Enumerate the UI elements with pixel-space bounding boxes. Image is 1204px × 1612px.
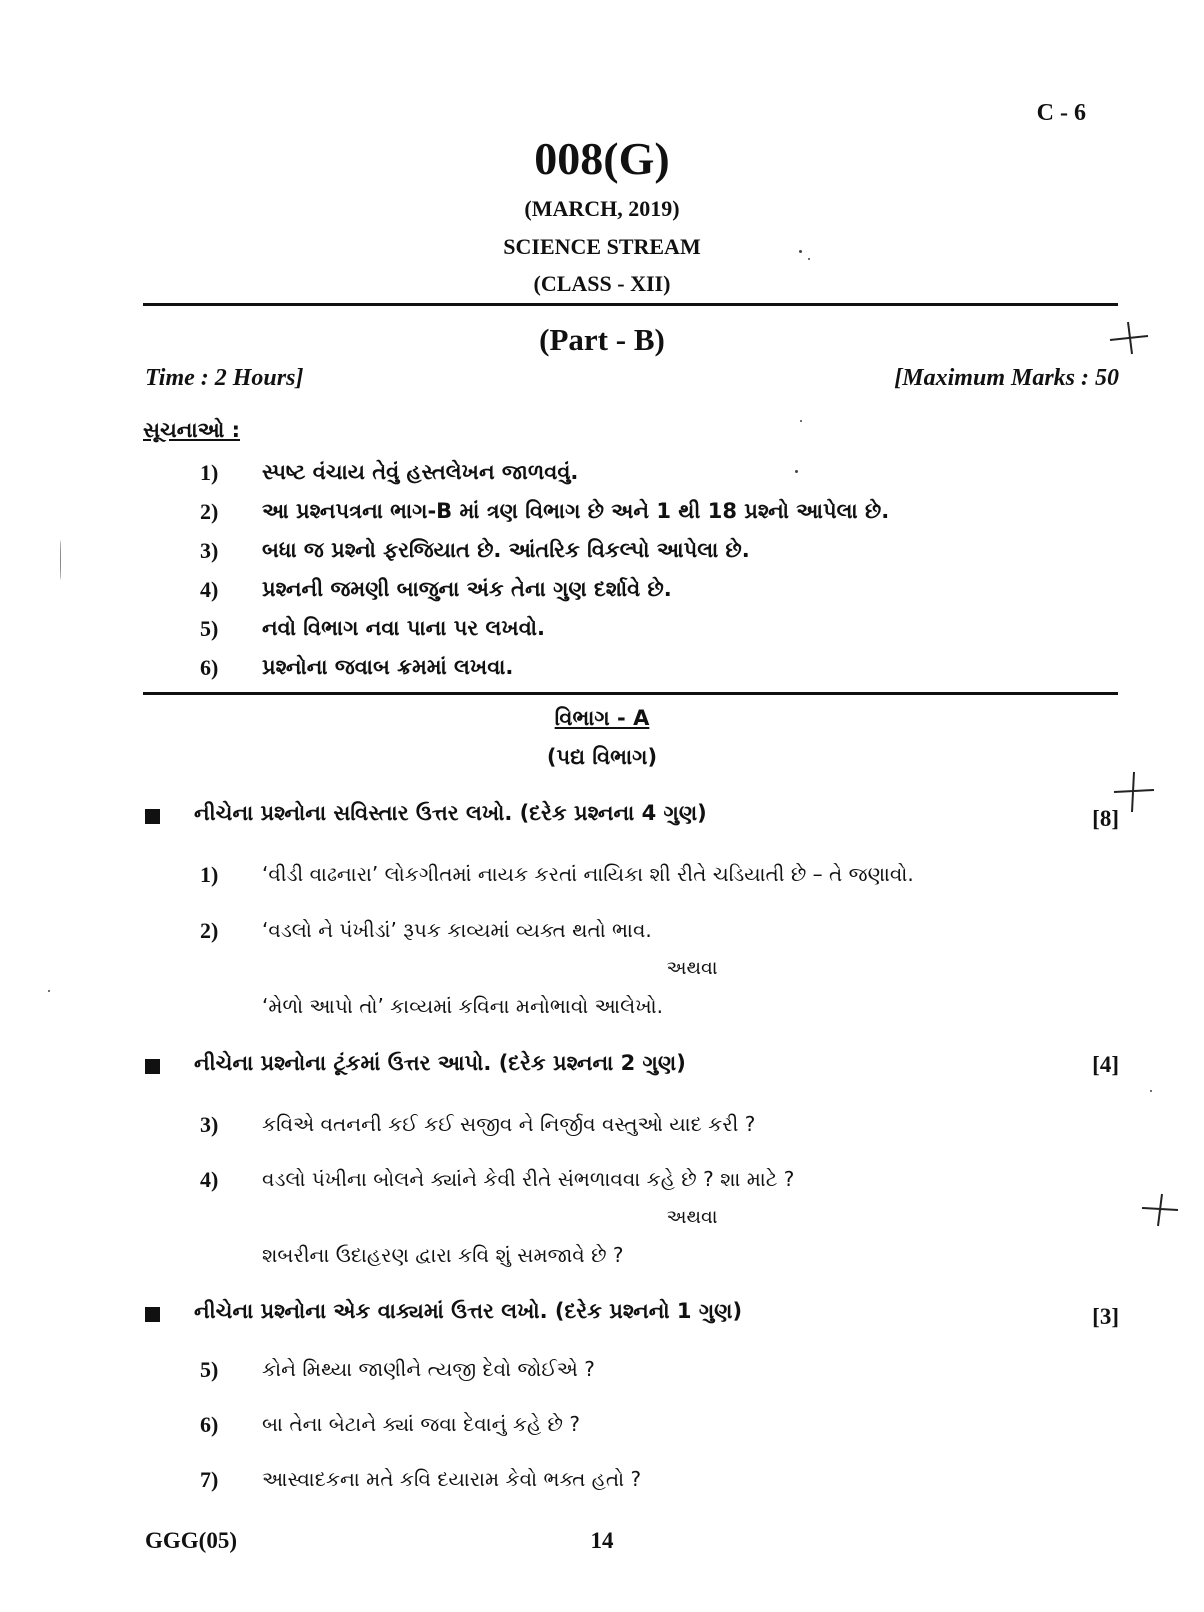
scan-mark-icon — [1108, 318, 1152, 358]
instruction-number: 6) — [200, 655, 219, 680]
instruction-text: આ પ્રશ્નપત્રના ભાગ-B માં ત્રણ વિભાગ છે અને 1 થી 18 પ્રશ્નો આપેલા છે. — [262, 499, 890, 523]
question-number: 2) — [200, 918, 219, 943]
scan-speck — [60, 540, 61, 580]
bullet-icon — [145, 1307, 160, 1322]
or-label: અથવા — [666, 1206, 718, 1228]
instruction-number: 4) — [200, 577, 219, 602]
section-subtitle: (પદ્ય વિભાગ) — [546, 745, 658, 769]
page-number: 14 — [590, 1528, 614, 1553]
bullet-icon — [145, 1059, 160, 1074]
scan-speck — [48, 990, 50, 992]
question-number: 3) — [200, 1112, 219, 1137]
group-marks: [4] — [1092, 1052, 1119, 1077]
instruction-number: 2) — [200, 499, 219, 524]
group-marks: [3] — [1092, 1304, 1119, 1329]
scan-speck — [808, 258, 810, 260]
question-text: વડલો પંખીના બોલને ક્યાંને કેવી રીતે સંભળાવવા કહે છે ? શા માટે ? — [262, 1167, 795, 1191]
scan-speck — [800, 420, 802, 422]
bullet-icon — [145, 809, 160, 824]
page-code: C - 6 — [1036, 100, 1086, 126]
scan-speck — [799, 250, 802, 253]
scan-speck — [795, 470, 798, 473]
instruction-text: બધા જ પ્રશ્નો ફરજિયાત છે. આંતરિક વિકલ્પો આપેલા છે. — [262, 538, 750, 562]
stream-label: SCIENCE STREAM — [503, 234, 701, 259]
instructions-rule — [143, 692, 1118, 695]
group-marks: [8] — [1092, 806, 1119, 831]
alternative-question: શબરીના ઉદાહરણ દ્વારા કવિ શું સમજાવે છે ? — [262, 1243, 624, 1267]
instructions-title: સૂચનાઓ : — [143, 418, 241, 442]
question-number: 5) — [200, 1357, 219, 1382]
part-label: (Part - B) — [539, 322, 665, 357]
paper-code: 008(G) — [534, 133, 670, 184]
question-text: ‘વીડી વાઢનારા’ લોકગીતમાં નાયક કરતાં નાયિકા શી રીતે ચડિયાતી છે – તે જણાવો. — [262, 862, 914, 886]
question-number: 6) — [200, 1412, 219, 1437]
scan-mark-icon — [1140, 1190, 1180, 1230]
time-label: Time : 2 Hours] — [145, 365, 304, 391]
instruction-text: સ્પષ્ટ વંચાય તેવું હસ્તલેખન જાળવવું. — [262, 460, 579, 484]
question-text: બા તેના બેટાને ક્યાં જવા દેવાનું કહે છે ? — [262, 1412, 580, 1436]
instruction-text: પ્રશ્નની જમણી બાજુના અંક તેના ગુણ દર્શાવે છે. — [262, 577, 672, 601]
header-rule — [143, 303, 1118, 306]
instruction-text: નવો વિભાગ નવા પાના પર લખવો. — [262, 616, 546, 640]
section-title: વિભાગ - A — [554, 706, 650, 730]
question-text: આસ્વાદકના મતે કવિ દયારામ કેવો ભક્ત હતો ? — [262, 1467, 642, 1491]
max-marks-label: [Maximum Marks : 50 — [894, 365, 1119, 391]
or-label: અથવા — [666, 957, 718, 979]
question-number: 4) — [200, 1167, 219, 1192]
instruction-text: પ્રશ્નોના જવાબ ક્રમમાં લખવા. — [262, 655, 514, 679]
group-heading: નીચેના પ્રશ્નોના એક વાક્યમાં ઉત્તર લખો. (દરેક પ્રશ્નનો 1 ગુણ) — [194, 1299, 743, 1323]
question-text: કવિએ વતનની કઈ કઈ સજીવ ને નિર્જીવ વસ્તુઓ યાદ કરી ? — [262, 1112, 756, 1136]
instruction-number: 5) — [200, 616, 219, 641]
exam-date: (MARCH, 2019) — [524, 196, 680, 221]
group-heading: નીચેના પ્રશ્નોના સવિસ્તાર ઉત્તર લખો. (દરેક પ્રશ્નના 4 ગુણ) — [194, 801, 707, 825]
group-heading: નીચેના પ્રશ્નોના ટૂંકમાં ઉત્તર આપો. (દરેક પ્રશ્નના 2 ગુણ) — [194, 1051, 686, 1075]
alternative-question: ‘મેળો આપો તો’ કાવ્યમાં કવિના મનોભાવો આલેખો. — [262, 994, 663, 1018]
question-text: કોને મિથ્યા જાણીને ત્યજી દેવો જોઈએ ? — [262, 1357, 595, 1381]
instruction-number: 3) — [200, 538, 219, 563]
scan-mark-icon — [1112, 770, 1156, 814]
scan-speck — [1150, 1090, 1152, 1092]
question-number: 7) — [200, 1467, 219, 1492]
class-label: (CLASS - XII) — [533, 271, 671, 296]
question-text: ‘વડલો ને પંખીડાં’ રૂપક કાવ્યમાં વ્યક્ત થતો ભાવ. — [262, 918, 652, 942]
question-number: 1) — [200, 862, 219, 887]
instruction-number: 1) — [200, 460, 219, 485]
footer-code: GGG(05) — [145, 1528, 237, 1553]
